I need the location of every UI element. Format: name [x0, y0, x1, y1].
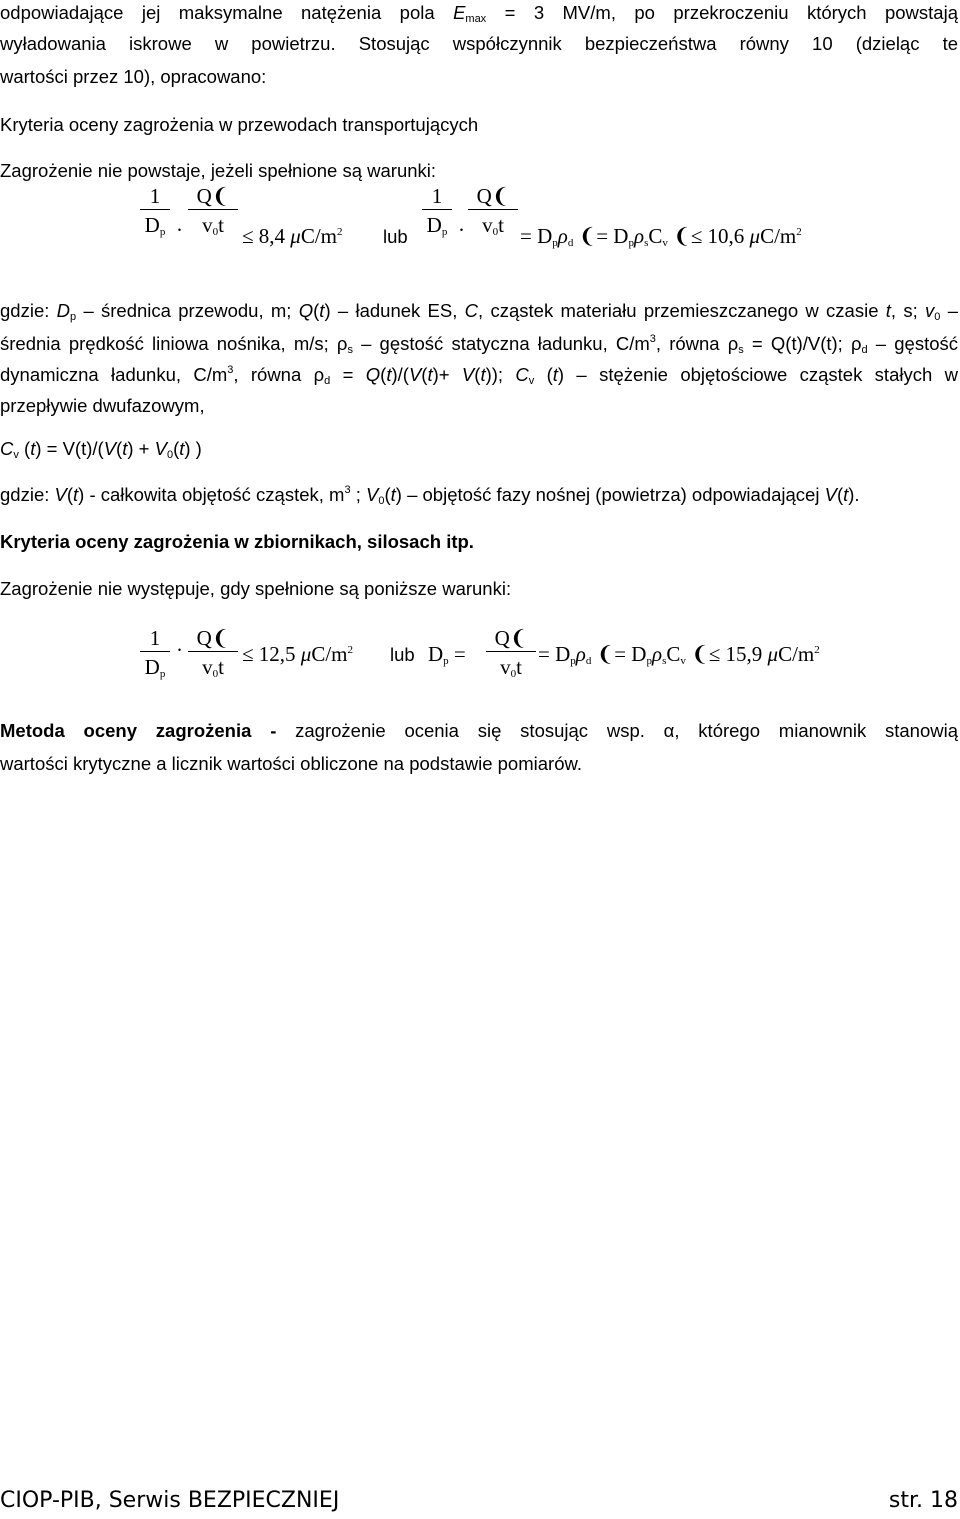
denominator: $v_0t$	[500, 655, 522, 680]
intro-line-3	[0, 60, 958, 93]
fraction-bar	[188, 209, 238, 210]
dp-symbol: $D_p$ =	[428, 642, 466, 667]
intro-text: odpowiadające jej maksymalne natężenia pola	[0, 2, 454, 23]
numerator: 1	[431, 184, 443, 208]
method-line-2: wartości krytyczne a licznik wartości obliczone na podstawie pomiarów.	[0, 753, 582, 774]
e-subscript: max	[465, 13, 487, 25]
volume-definitions: gdzie: V(t) - całkowita objętość cząstek, $m^3$ ; $V_0(t)$ – objętość fazy nośnej (powietrza) odpowiadającej V(t).	[0, 484, 860, 507]
fraction-q-over-v0t	[188, 626, 238, 680]
section2-heading: Kryteria oceny zagrożenia w zbiornikach, silosach itp.	[0, 531, 474, 552]
fraction-bar	[188, 651, 238, 652]
definitions-line-4: przepływie dwufazowym,	[0, 395, 205, 416]
denominator: $v_0t$	[202, 213, 224, 238]
inequality-1: ≤ 8,4 $\mu C/m^2$	[242, 224, 343, 248]
fraction-bar	[468, 209, 518, 210]
fraction-bar	[422, 209, 452, 210]
numerator: Q❨	[476, 184, 510, 208]
intro-text: wyładowania iskrowe w powietrzu. Stosując współczynnik bezpieczeństwa równy 10 (dzieląc te	[0, 33, 958, 54]
fraction-1-over-dp	[140, 184, 170, 238]
numerator: 1	[149, 626, 161, 650]
intro-text: = 3 MV/m, po przekroczeniu których powstają	[486, 2, 958, 23]
dot-operator: ·	[176, 638, 183, 662]
fraction-bar	[140, 209, 170, 210]
method-line-1: Metoda oceny zagrożenia - zagrożenie ocenia się stosując wsp. α, którego mianownik stanowią	[0, 720, 958, 741]
fraction-q-over-v0t	[188, 184, 238, 238]
lub-word: lub	[390, 644, 415, 665]
fraction-q-over-v0t	[486, 626, 536, 680]
denominator: $D_p$	[144, 213, 166, 238]
fraction-q-over-v0t	[468, 184, 518, 238]
section1-condition: Zagrożenie nie powstaje, jeżeli spełnione są warunki:	[0, 160, 437, 181]
dot-operator: ·	[176, 218, 183, 242]
fraction-bar	[486, 651, 536, 652]
page-footer	[0, 1487, 958, 1515]
definitions-line-3: dynamiczna ładunku, $C/m^3$, równa $\rho_d = Q(t)/(V(t)+ V(t))$; $C_v$ (t) – stężenie objętościowe cząstek stałych w	[0, 364, 958, 387]
section1-heading: Kryteria oceny zagrożenia w przewodach transportujących	[0, 114, 479, 135]
denominator: $D_p$	[426, 213, 448, 238]
fraction-1-over-dp	[422, 184, 452, 238]
numerator: Q❨	[196, 184, 230, 208]
lub-word: lub	[383, 226, 408, 247]
denominator: $v_0t$	[482, 213, 504, 238]
section2-condition: Zagrożenie nie występuje, gdy spełnione są poniższe warunki:	[0, 578, 512, 599]
denominator: $D_p$	[144, 655, 166, 680]
denominator: $v_0t$	[202, 655, 224, 680]
definitions-line-2: średnia prędkość liniowa nośnika, m/s; $\rho_s$ – gęstość statyczna ładunku, $C/m^3$, równa $\rho_s = Q(t)/V(t)$; $\rho_d$ – gęstość	[0, 333, 958, 356]
page-number: str. 18	[888, 1488, 958, 1513]
fraction-bar	[140, 651, 170, 652]
numerator: Q❨	[196, 626, 230, 650]
footer-left: CIOP-PIB, Serwis BEZPIECZNIEJ	[0, 1488, 340, 1513]
numerator: Q❨	[494, 626, 528, 650]
intro-line-2	[0, 27, 958, 60]
intro-text: wartości przez 10), opracowano:	[0, 66, 267, 87]
cv-definition: $C_v$ $(t) = V(t)/(V(t) + V_0(t)$ )	[0, 438, 202, 461]
inequality-2: ≤ 12,5 $\mu C/m^2$	[242, 642, 354, 666]
definitions-line-1: gdzie: $D_p$ – średnica przewodu, m; Q(t) – ładunek ES, C, cząstek materiału przemieszczanego w czasie t, s; $v_0$ –	[0, 300, 958, 323]
dot-operator: ·	[458, 218, 465, 242]
intro-line-1	[0, 0, 958, 29]
numerator: 1	[149, 184, 161, 208]
e-symbol: E	[453, 2, 466, 23]
equality-chain-2: = $D_p\rho_d$ ❨= $D_p\rho_sC_v$ ❨≤ 15,9 $\mu C/m^2$	[538, 642, 820, 667]
fraction-1-over-dp	[140, 626, 170, 680]
equality-chain: = $D_p\rho_d$ ❨= $D_p\rho_sC_v$ ❨≤ 10,6 $\mu C/m^2$	[520, 224, 802, 249]
